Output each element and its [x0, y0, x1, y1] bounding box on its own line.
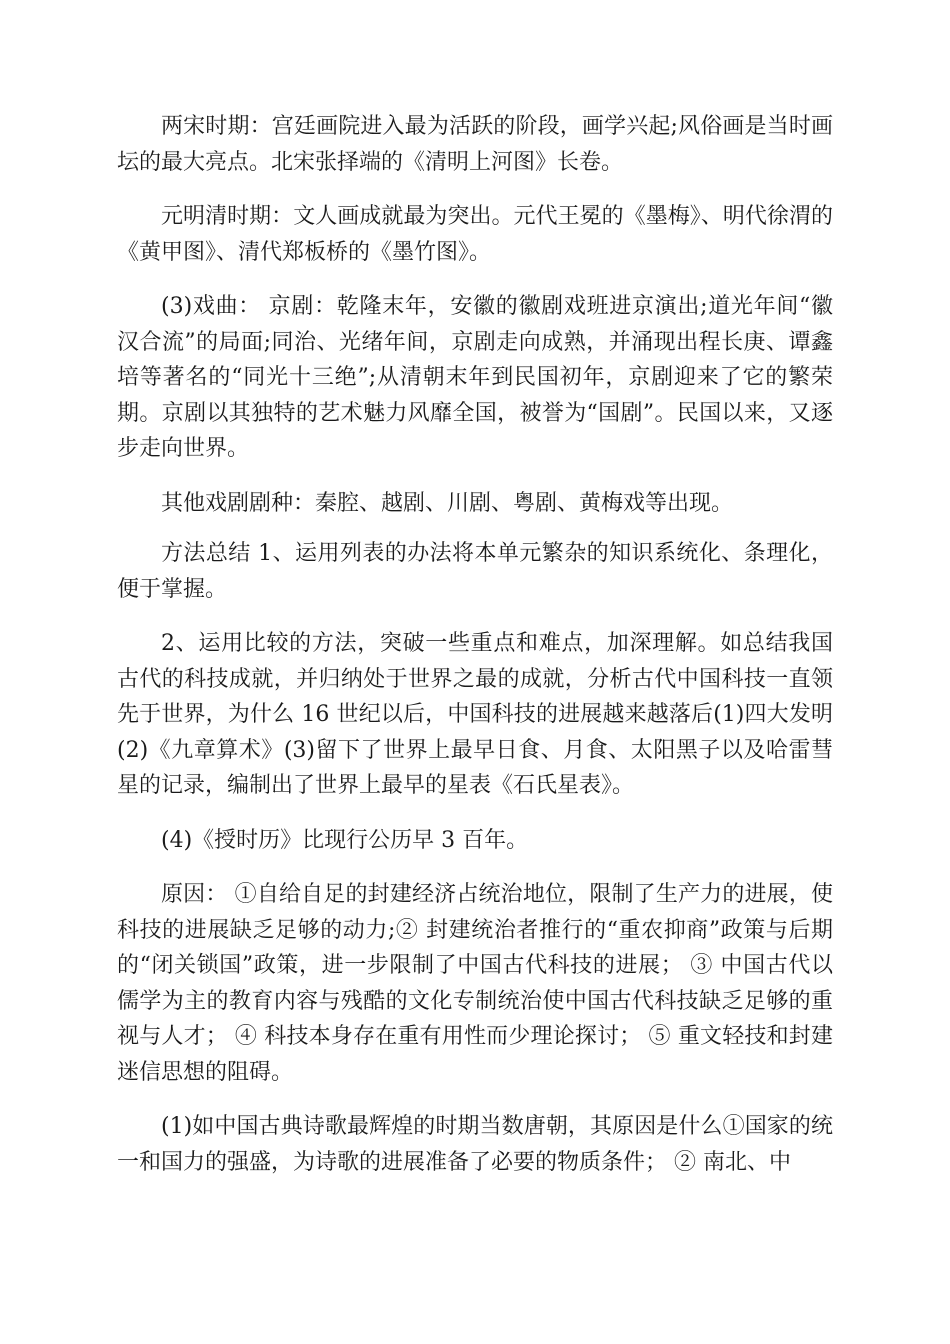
paragraph-yuan-ming-qing-painting: 元明清时期：文人画成就最为突出。元代王冕的《墨梅》、明代徐渭的《黄甲图》、清代郑板桥的《墨竹图》。: [117, 204, 833, 265]
paragraph-other-operas: 其他戏剧剧种：秦腔、越剧、川剧、粤剧、黄梅戏等出现。: [161, 490, 734, 516]
paragraph-peking-opera: (3)戏曲： 京剧：乾隆末年，安徽的徽剧戏班进京演出;道光年间“徽汉合流”的局面;同治、光绪年间，京剧走向成熟，并涌现出程长庚、谭鑫培等著名的“同光十三绝”;从清朝末年到民国初年，京剧迎来了它的繁荣期。京剧以其独特的艺术魅力风靡全国，被誉为“国剧”。民国以来，又逐步走向世界。: [117, 294, 833, 461]
paragraph-method-summary-2: 2、运用比较的方法，突破一些重点和难点，加深理解。如总结我国古代的科技成就，并归纳处于世界之最的成就，分析古代中国科技一直领先于世界，为什么 16 世纪以后，中国科技的进展越来越落后(1)四大发明 (2)《九章算术》(3)留下了世界上最早日食、月食、太阳黑子以及哈雷彗星的记录，编制出了世界上最早的星表《石氏星表》。: [117, 631, 833, 798]
paragraph-song-dynasty-painting: 两宋时期：宫廷画院进入最为活跃的阶段，画学兴起;风俗画是当时画坛的最大亮点。北宋张择端的《清明上河图》长卷。: [117, 114, 833, 175]
paragraph-reasons: 原因： ①自给自足的封建经济占统治地位，限制了生产力的进展，使科技的进展缺乏足够的动力;② 封建统治者推行的“重农抑商”政策与后期的“闭关锁国”政策，进一步限制了中国古代科技的进展； ③ 中国古代以儒学为主的教育内容与残酷的文化专制统治使中国古代科技缺乏足够的重视与人才； ④ 科技本身存在重有用性而少理论探讨； ⑤ 重文轻技和封建迷信思想的阻碍。: [117, 882, 833, 1085]
paragraph-shoushi-calendar: (4)《授时历》比现行公历早 3 百年。: [161, 827, 529, 853]
paragraph-method-summary-1: 方法总结 1、运用列表的办法将本单元繁杂的知识系统化、条理化，便于掌握。: [117, 541, 833, 602]
document-body: [117, 109, 833, 1199]
paragraph-tang-poetry: (1)如中国古典诗歌最辉煌的时期当数唐朝，其原因是什么①国家的统一和国力的强盛，为诗歌的进展准备了必要的物质条件； ② 南北、中: [117, 1114, 833, 1175]
